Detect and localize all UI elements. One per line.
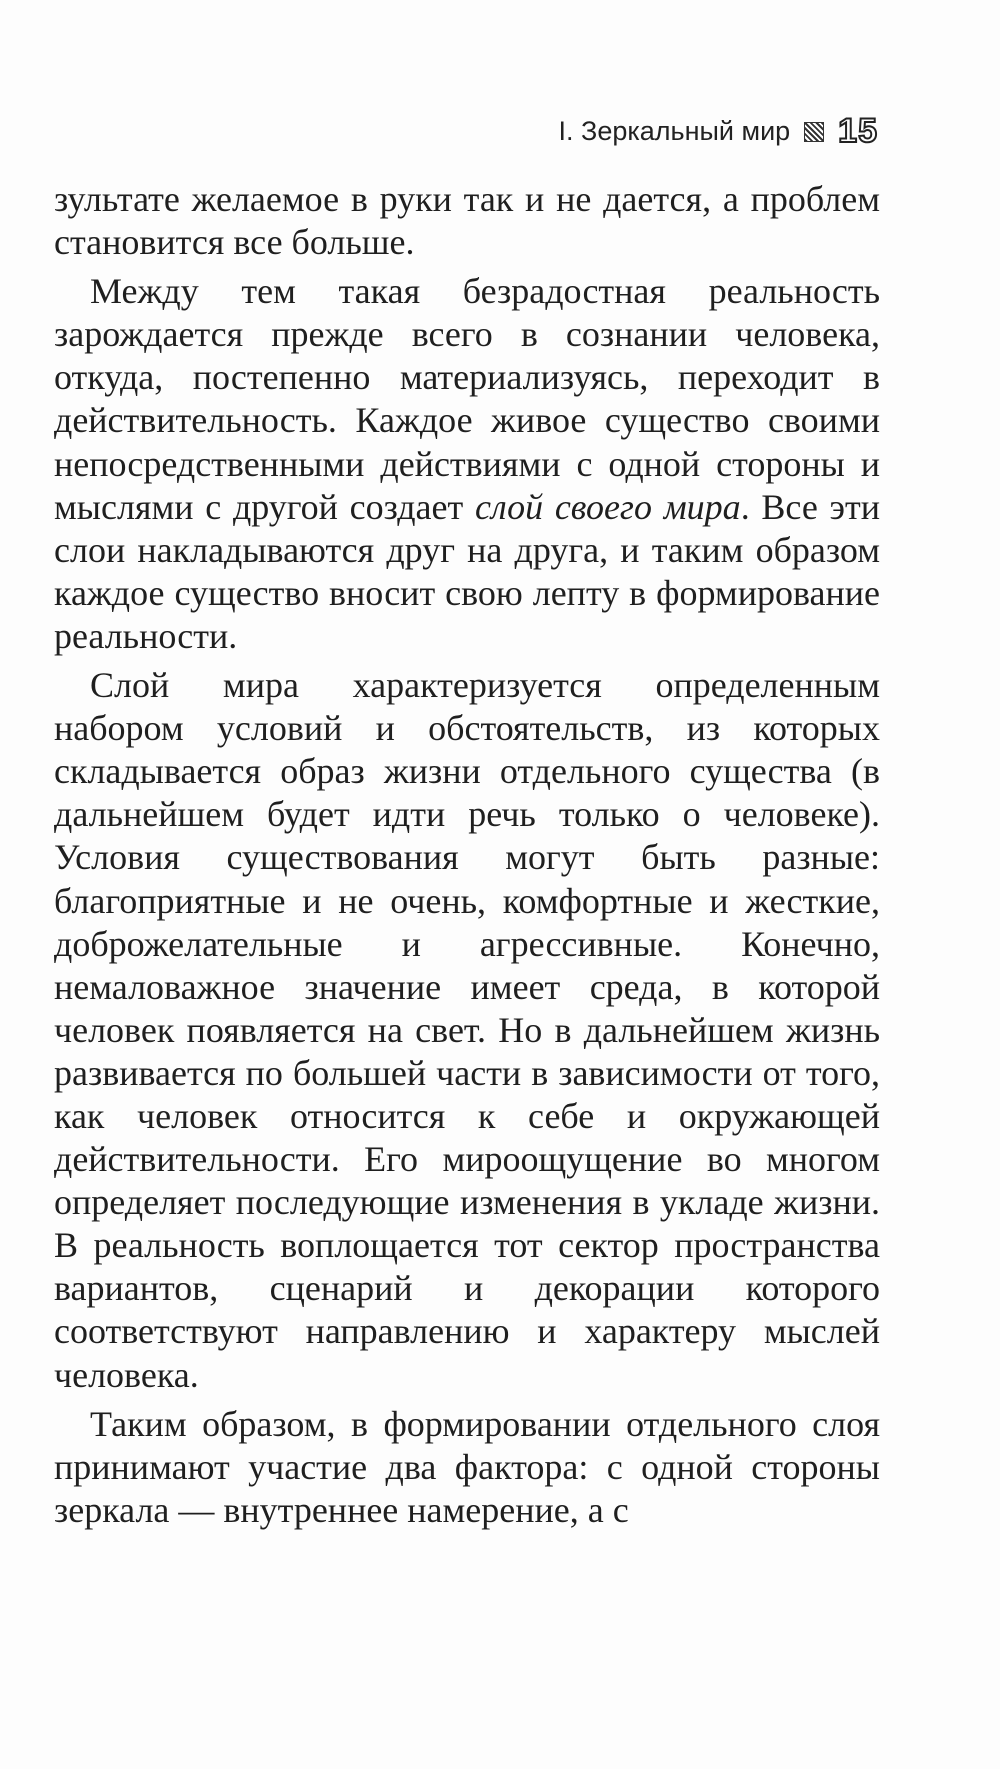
chapter-title: I. Зеркальный мир <box>558 116 791 146</box>
paragraph-text: Таким образом, в формировании отдельного слоя принимают участие два фактора: с одной стороны зеркала — внутреннее намерение, а с <box>54 1403 880 1530</box>
paragraph-text: Между тем такая безрадостная реальность зарождается прежде всего в сознании человека, откуда, постепенно материализуясь, переходит в действительность. Каждое живое существо своими непосредственными действиями с одной стороны и мыслями с другой создает <box>54 271 880 527</box>
page-number: 15 <box>838 112 878 150</box>
chapter-marker-icon <box>804 122 824 142</box>
paragraph-text: Слой мира характеризуется определенным набором условий и обстоятельств, из которых складывается образ жизни отдельного существа (в дальнейшем будет идти речь только о человеке). Условия существования могут быть разные: благоприятные и не очень, комфортные и жесткие, доброжелательные и агрессивные. Конечно, немаловажное значение имеет среда, в которой человек появляется на свет. Но в дальнейшем жизнь развивается по большей части в зависимости от того, как человек относится к себе и окружающей действительности. Его мироощущение во многом определяет последующие изменения в укладе жизни. В реальность воплощается тот сектор пространства вариантов, сценарий и декорации которого соответствуют направлению и характеру мыслей человека. <box>54 665 880 1395</box>
paragraph-text: зультате желаемое в руки так и не дается, а проблем становится все больше. <box>54 179 880 263</box>
running-head <box>559 112 878 151</box>
body-text <box>54 178 880 1532</box>
italic-term: слой своего мира <box>474 486 741 527</box>
paragraph-text: . Все эти слои накладываются друг на друга, и таким образом каждое существо вносит свою лепту в формирование реальности. <box>54 486 881 656</box>
paragraph-4 <box>54 1403 880 1532</box>
paragraph-1 <box>54 178 880 264</box>
paragraph-3 <box>54 664 880 1397</box>
paragraph-2 <box>54 270 880 658</box>
